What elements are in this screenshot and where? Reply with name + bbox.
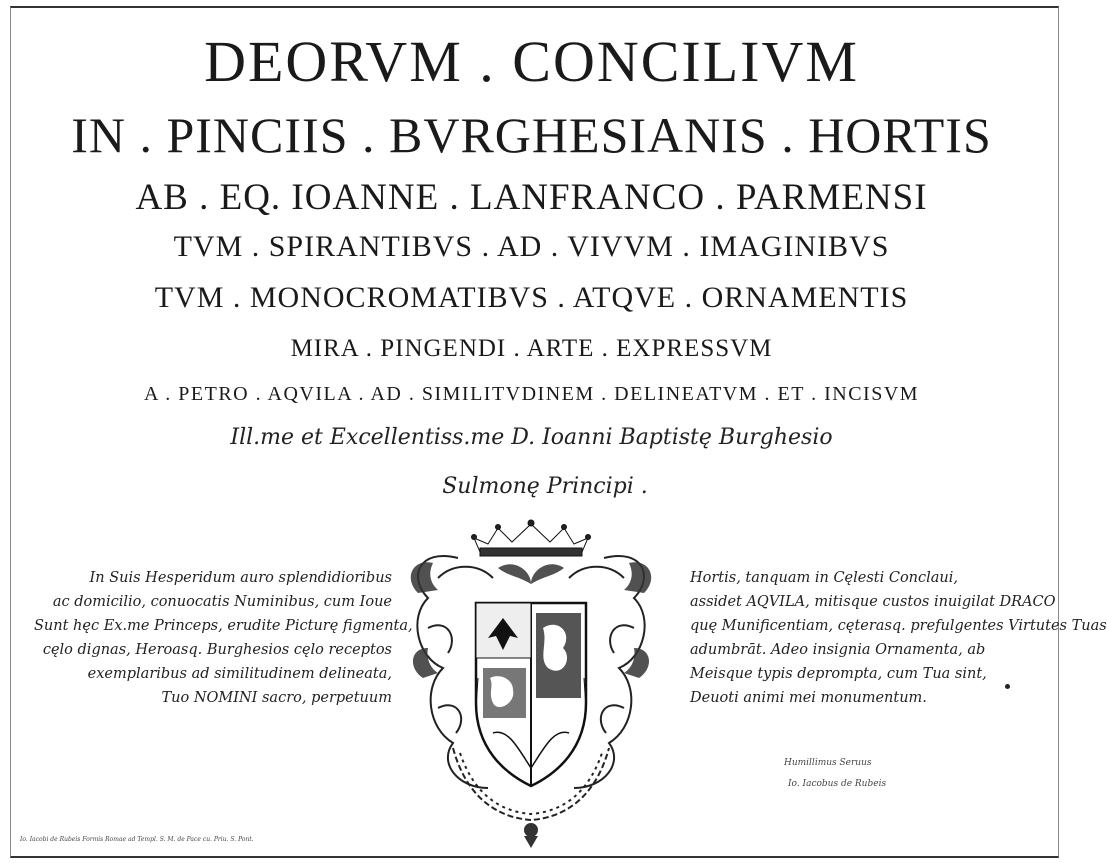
title-line-2: IN . PINCIIS . BVRGHESIANIS . HORTIS bbox=[71, 107, 992, 163]
verse-line: ac domicilio, conuocatis Numinibus, cum Ioue bbox=[52, 594, 392, 610]
title-line-5: TVM . MONOCROMATIBVS . ATQVE . ORNAMENTIS bbox=[154, 281, 909, 314]
verse-line: assidet AQVILA, mitisque custos inuigilat DRACO bbox=[690, 594, 1056, 610]
left-verse bbox=[34, 566, 413, 710]
ink-spot bbox=[1005, 684, 1010, 689]
title-line-7: A . PETRO . AQVILA . AD . SIMILITVDINEM . DELINEATVM . ET . INCISVM bbox=[143, 383, 920, 405]
signature-line-2: Io. Iacobus de Rubeis bbox=[788, 779, 887, 789]
verse-line: exemplaribus ad similitudinem delineata, bbox=[87, 666, 392, 682]
verse-line: Meisque typis deprompta, cum Tua sint, bbox=[690, 666, 987, 682]
title-line-4: TVM . SPIRANTIBVS . AD . VIVVM . IMAGINIBVS bbox=[173, 230, 890, 263]
publisher-imprint: Io. Iacobi de Rubeis Formis Romae ad Templ. S. M. de Pace cu. Priu. S. Pont. bbox=[20, 836, 254, 843]
verse-line: quę Munificentiam, cęterasq. prefulgentes Virtutes Tuas bbox=[690, 618, 1107, 634]
title-line-1: DEORVM . CONCILIVM bbox=[204, 29, 859, 94]
verse-line: In Suis Hesperidum auro splendidioribus bbox=[89, 570, 392, 586]
verse-line: Tuo NOMINI sacro, perpetuum bbox=[161, 690, 392, 706]
verse-line: cęlo dignas, Heroasq. Burghesios cęlo receptos bbox=[42, 642, 392, 658]
right-verse bbox=[690, 566, 1107, 710]
coat-of-arms-icon bbox=[398, 518, 664, 848]
shield-icon bbox=[476, 603, 586, 786]
verse-line: adumbrāt. Adeo insignia Ornamenta, ab bbox=[690, 642, 986, 658]
dedication-line-1: Ill.me et Excellentiss.me D. Ioanni Baptistę Burghesio bbox=[230, 425, 833, 450]
crown-icon bbox=[472, 520, 591, 556]
dedication-line-2: Sulmonę Principi . bbox=[442, 474, 648, 499]
title-line-6: MIRA . PINGENDI . ARTE . EXPRESSVM bbox=[290, 335, 773, 362]
verse-line: Hortis, tanquam in Cęlesti Conclaui, bbox=[690, 570, 959, 586]
title-line-3: AB . EQ. IOANNE . LANFRANCO . PARMENSI bbox=[135, 177, 928, 218]
verse-line: Sunt hęc Ex.me Princeps, erudite Picturę figmenta, bbox=[34, 618, 413, 634]
verse-line: Deuoti animi mei monumentum. bbox=[690, 690, 927, 706]
signature-line-1: Humillimus Seruus bbox=[784, 758, 872, 768]
